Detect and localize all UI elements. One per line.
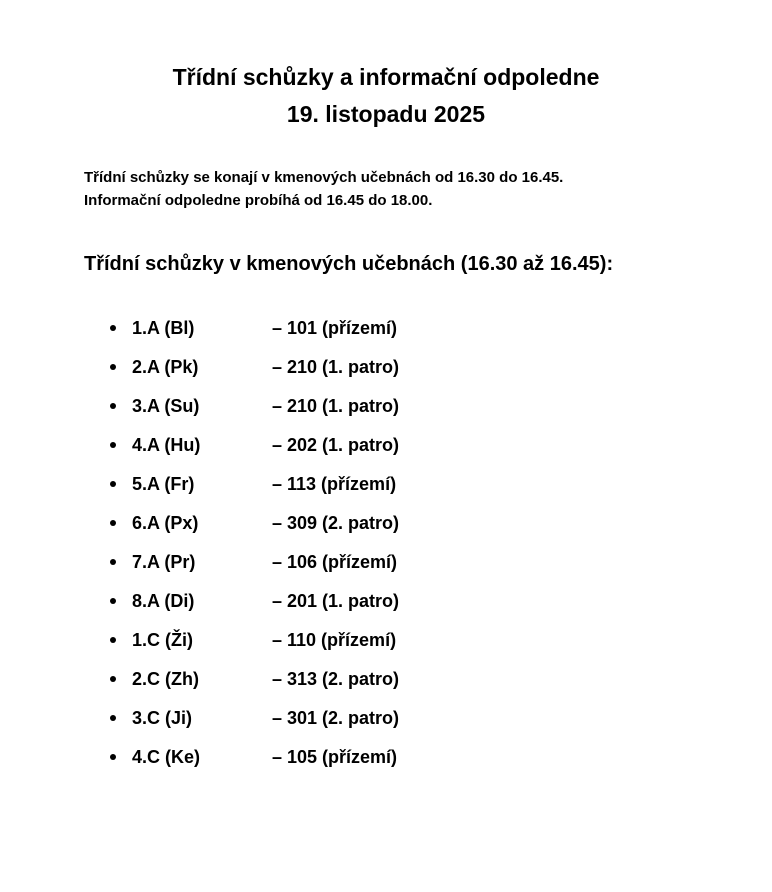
class-room: – 101 (přízemí)	[272, 318, 398, 338]
class-name: 1.A (Bl)	[132, 318, 195, 338]
bullet-icon	[110, 442, 116, 448]
list-item	[0, 745, 772, 784]
section-heading: Třídní schůzky v kmenových učebnách (16.30 až 16.45):	[84, 253, 614, 275]
class-room: – 201 (1. patro)	[272, 591, 400, 611]
class-room: – 301 (2. patro)	[272, 708, 400, 728]
list-item	[0, 511, 772, 550]
bullet-icon	[110, 598, 116, 604]
bullet-icon	[110, 637, 116, 643]
list-item	[0, 472, 772, 511]
class-name: 4.C (Ke)	[132, 747, 201, 767]
class-room: – 105 (přízemí)	[272, 747, 398, 767]
class-name: 3.C (Ji)	[132, 708, 193, 728]
bullet-icon	[110, 325, 116, 331]
bullet-icon	[110, 403, 116, 409]
class-name: 6.A (Px)	[132, 513, 199, 533]
class-room: – 309 (2. patro)	[272, 513, 400, 533]
class-name: 1.C (Ži)	[132, 630, 193, 650]
class-name: 8.A (Di)	[132, 591, 195, 611]
page-title: Třídní schůzky a informační odpoledne	[172, 64, 600, 90]
list-item	[0, 355, 772, 394]
bullet-icon	[110, 559, 116, 565]
class-name: 2.C (Zh)	[132, 669, 199, 689]
class-room: – 113 (přízemí)	[272, 474, 397, 494]
class-room: – 210 (1. patro)	[272, 396, 400, 416]
list-item	[0, 589, 772, 628]
class-room: – 210 (1. patro)	[272, 357, 400, 377]
class-name: 2.A (Pk)	[132, 357, 199, 377]
list-item	[0, 550, 772, 589]
bullet-icon	[110, 520, 116, 526]
bullet-icon	[110, 754, 116, 760]
intro-meetings-text: Třídní schůzky se konají v kmenových učebnách od 16.30 do 16.45.	[84, 169, 564, 186]
list-item	[0, 316, 772, 355]
list-item	[0, 628, 772, 667]
bullet-icon	[110, 481, 116, 487]
page-date: 19. listopadu 2025	[286, 101, 486, 127]
class-room: – 110 (přízemí)	[272, 630, 397, 650]
class-name: 5.A (Fr)	[132, 474, 195, 494]
class-room-list	[0, 316, 772, 784]
list-item	[0, 394, 772, 433]
intro-afternoon-text: Informační odpoledne probíhá od 16.45 do 18.00.	[84, 192, 433, 209]
class-name: 4.A (Hu)	[132, 435, 201, 455]
list-item	[0, 433, 772, 472]
class-name: 7.A (Pr)	[132, 552, 196, 572]
list-item	[0, 706, 772, 745]
bullet-icon	[110, 676, 116, 682]
bullet-icon	[110, 364, 116, 370]
class-name: 3.A (Su)	[132, 396, 200, 416]
bullet-icon	[110, 715, 116, 721]
class-room: – 202 (1. patro)	[272, 435, 400, 455]
list-item	[0, 667, 772, 706]
class-room: – 313 (2. patro)	[272, 669, 400, 689]
class-room: – 106 (přízemí)	[272, 552, 398, 572]
